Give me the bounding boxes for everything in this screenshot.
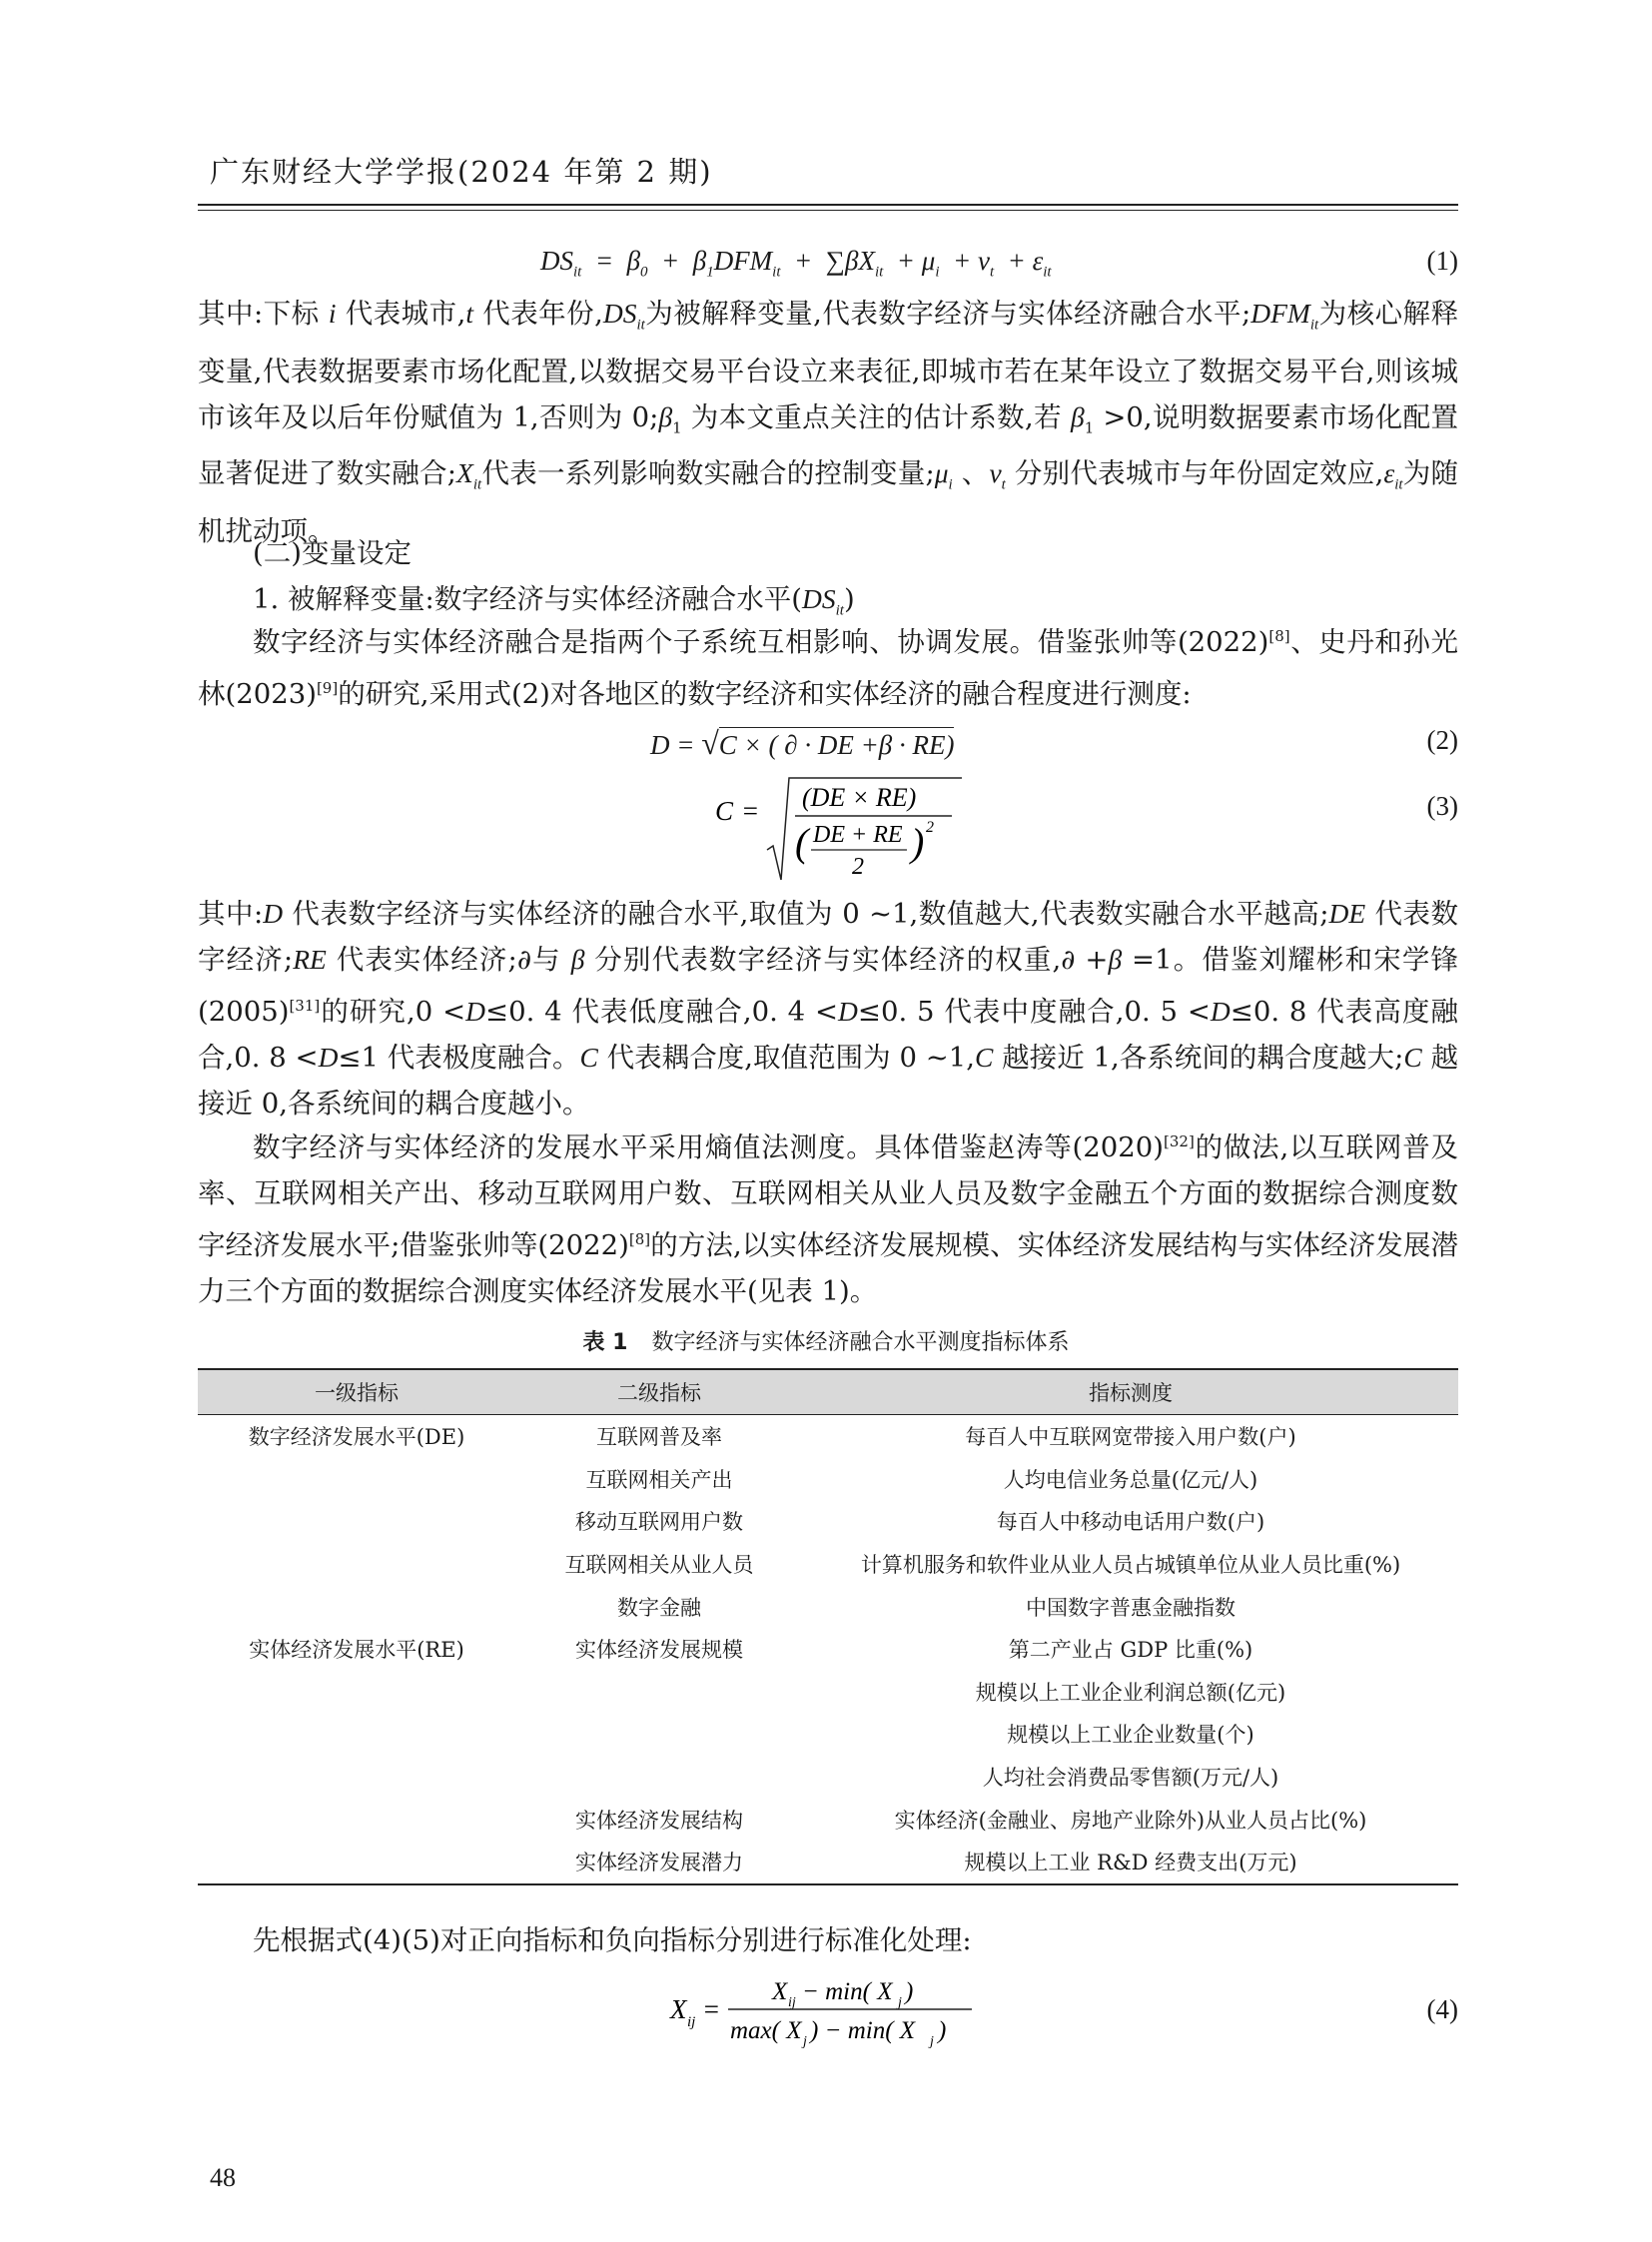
table-cell: 规模以上工业企业数量(个) [1007, 1723, 1254, 1748]
table-row [198, 1713, 1458, 1756]
table-cell: 人均社会消费品零售额(万元/人) [982, 1766, 1279, 1791]
svg-text:ij: ij [687, 2014, 696, 2030]
table-cell: 实体经济发展水平(RE) [249, 1638, 464, 1663]
indicator-table [198, 1368, 1458, 1885]
svg-text:(DE × RE): (DE × RE) [802, 783, 917, 812]
table-cell [198, 1458, 515, 1501]
svg-text:ij: ij [788, 1995, 796, 2010]
table-cell: 实体经济发展潜力 [515, 1841, 803, 1884]
table-cell: 实体经济发展规模 [575, 1638, 743, 1663]
svg-text:max( X: max( X [730, 2017, 802, 2044]
table-cell [515, 1756, 803, 1799]
equation-2: D = √C × ( ∂ · DE +β · RE) (2) [650, 725, 1458, 761]
column-header: 一级指标 [198, 1369, 515, 1415]
table-cell: 实体经济发展结构 [575, 1808, 743, 1833]
equation-number: (3) [1426, 791, 1458, 821]
equation-number: (4) [1426, 1994, 1458, 2024]
equation-number: (2) [1426, 725, 1458, 755]
svg-text:X: X [772, 1978, 788, 2005]
table-cell [515, 1671, 803, 1714]
equation-3-formula [707, 776, 967, 886]
header-rule [198, 204, 1458, 211]
table-row [198, 1628, 1458, 1671]
paragraph-fusion-levels: 其中:D 代表数字经济与实体经济的融合水平,取值为 0 ~1,数值越大,代表数实融合水平越高;DE 代表数字经济;RE 代表实体经济;∂与 β 分别代表数字经济与实体经济的权重,∂ +β =1。借鉴刘耀彬和宋学锋(2005)[31]的研究,0 <D≤0. 4 代表低度融合,0. 4 <D≤0. 5 代表中度融合,0. 5 <D≤0. 8 代表高度融合,0. 8 <D≤1 代表极度融合。C 代表耦合度,取值范围为 0 ~1,C 越接近 1,各系统间的耦合度越大;C 越接近 0,各系统间的耦合度越小。 [198, 898, 1458, 1121]
paragraph-standardization: 先根据式(4)(5)对正向指标和负向指标分别进行标准化处理: [253, 1924, 972, 1956]
table-cell [198, 1756, 515, 1799]
paragraph-fusion-definition: 数字经济与实体经济融合是指两个子系统互相影响、协调发展。借鉴张帅等(2022)[8]、史丹和孙光林(2023)[9]的研究,采用式(2)对各地区的数字经济和实体经济的融合程度进行测度: [198, 626, 1458, 711]
table-cell [198, 1585, 515, 1628]
svg-text:=: = [702, 1994, 721, 2024]
table-cell: 互联网相关从业人员 [564, 1553, 754, 1578]
svg-text:): ) [905, 1978, 914, 2005]
column-header: 二级指标 [515, 1369, 803, 1415]
table-caption [0, 1325, 1652, 1356]
table-cell: 每百人中移动电话用户数(户) [996, 1510, 1265, 1535]
table-cell: 每百人中互联网宽带接入用户数(户) [965, 1425, 1296, 1450]
table-title: 数字经济与实体经济融合水平测度指标体系 [651, 1330, 1070, 1355]
svg-text:DE + RE: DE + RE [813, 822, 903, 848]
table-cell [198, 1543, 515, 1586]
table-header-row [198, 1369, 1458, 1415]
table-cell [198, 1841, 515, 1884]
table-cell: 互联网相关产出 [585, 1467, 733, 1492]
svg-text:) − min( X: ) − min( X [810, 2017, 916, 2044]
table-row [198, 1458, 1458, 1501]
svg-text:j: j [898, 1995, 902, 2010]
table-cell: 数字经济发展水平(DE) [248, 1425, 465, 1450]
svg-text:2: 2 [852, 854, 864, 880]
table-cell: 数字金融 [617, 1595, 701, 1620]
table-cell: 人均电信业务总量(亿元/人) [1003, 1467, 1258, 1492]
page-number: 48 [210, 2163, 236, 2192]
table-cell: 规模以上工业企业利润总额(亿元) [975, 1680, 1286, 1705]
svg-text:j: j [930, 2034, 934, 2049]
table-cell [515, 1713, 803, 1756]
table-row [198, 1415, 1458, 1458]
table-row [198, 1798, 1458, 1841]
table-cell: 互联网普及率 [596, 1425, 722, 1450]
table-row [198, 1671, 1458, 1714]
table-cell [198, 1500, 515, 1543]
svg-text:− min( X: − min( X [802, 1978, 893, 2005]
equation-number: (1) [1426, 246, 1458, 276]
svg-text:2: 2 [926, 819, 934, 836]
table-row [198, 1543, 1458, 1586]
table-cell: 实体经济(金融业、房地产业除外)从业人员占比(%) [894, 1808, 1367, 1833]
table-row [198, 1585, 1458, 1628]
svg-text:=: = [741, 796, 760, 826]
table-row [198, 1756, 1458, 1799]
svg-text:): ) [911, 820, 925, 865]
equation-3 [198, 776, 1458, 886]
svg-text:): ) [938, 2017, 947, 2044]
table-number: 表 1 [582, 1330, 628, 1355]
paragraph-model-explanation: 其中:下标 i 代表城市,t 代表年份$,DS_{it}$为被解释变量,代表数字经济与实体经济融合水平$;DFM_{it}$为核心解释变量,代表数据要素市场化配置,以数据交易平台设立来表征,即城市若在某年设立了数据交易平台,则该城市该年及以后年份赋值为 1,否则为 $0;\beta_1$ 为本文重点关注的估计系数,若 $\beta_1 >0$,说明数据要素市场化配置显著促进了数实融合$;X_{it}$代表一系列影响数实融合的控制变量$;\mu_i$ 、$v_t$ 分别代表城市与年份固定效应$,\varepsilon_{it}$为随机扰动项。 [198, 298, 1459, 547]
table-cell [198, 1671, 515, 1714]
equation-4-formula [662, 1972, 982, 2052]
table-row [198, 1500, 1458, 1543]
svg-text:j: j [803, 2034, 807, 2049]
table-cell: 第二产业占 GDP 比重(%) [1008, 1638, 1253, 1663]
column-header: 指标测度 [803, 1369, 1458, 1415]
variable-heading: 1. 被解释变量:数字经济与实体经济融合水平$(DS_{it})$ [253, 583, 855, 619]
table-cell [198, 1713, 515, 1756]
equation-4 [198, 1972, 1458, 2052]
table-cell: 计算机服务和软件业从业人员占城镇单位从业人员比重(%) [860, 1553, 1401, 1578]
table-cell: 移动互联网用户数 [575, 1510, 743, 1535]
svg-text:C: C [715, 796, 734, 826]
paragraph-entropy-method: 数字经济与实体经济的发展水平采用熵值法测度。具体借鉴赵涛等(2020)[32]的做法,以互联网普及率、互联网相关产出、移动互联网用户数、互联网相关从业人员及数字金融五个方面的数据综合测度数字经济发展水平;借鉴张帅等(2022)[8]的方法,以实体经济发展规模、实体经济发展结构与实体经济发展潜力三个方面的数据综合测度实体经济发展水平(见表 1)。 [198, 1131, 1458, 1308]
equation-1: $DS_{it} = \beta_0 + \beta_1DFM_{it} + \sum\beta X_{it} + \mu_i + v_t + \varepsilon_{it}$ (1) [540, 246, 1458, 281]
table-cell: 规模以上工业 R&D 经费支出(万元) [803, 1841, 1458, 1884]
table-cell: 中国数字普惠金融指数 [1026, 1595, 1236, 1620]
table-row [198, 1841, 1458, 1884]
section-heading: (二)变量设定 [253, 537, 412, 569]
svg-text:(: ( [795, 820, 809, 865]
table-cell [198, 1798, 515, 1841]
journal-header: 广东财经大学学报(2024 年第 2 期) [210, 155, 713, 189]
svg-text:X: X [670, 1994, 687, 2024]
